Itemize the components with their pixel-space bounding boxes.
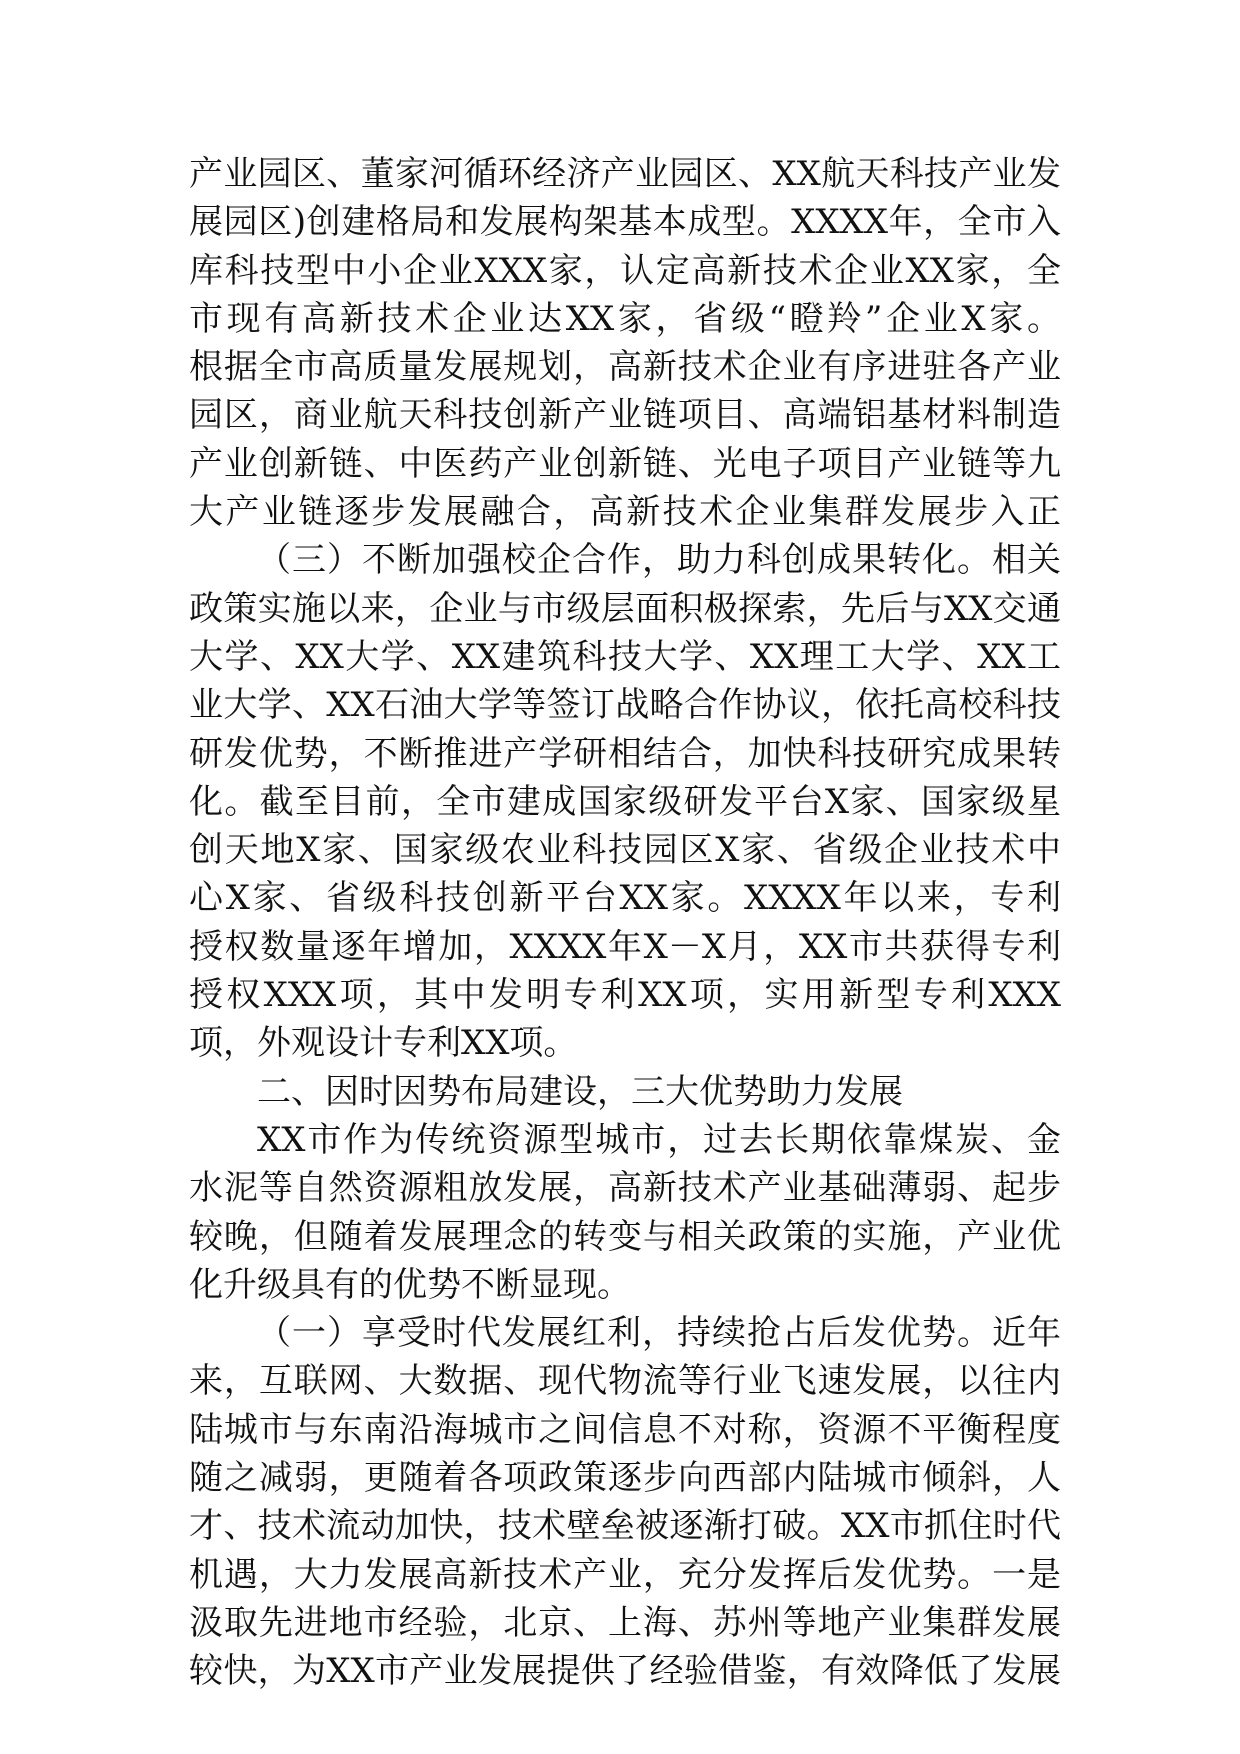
text-line: 随之减弱，更随着各项政策逐步向西部内陆城市倾斜，人 (189, 1458, 1061, 1499)
text-line: 大产业链逐步发展融合，高新技术企业集群发展步入正 (189, 492, 1061, 533)
text-line: 产业园区、董家河循环经济产业园区、XX航天科技产业发 (189, 154, 1061, 194)
text-line: 陆城市与东南沿海城市之间信息不对称，资源不平衡程度 (189, 1409, 1061, 1450)
text-line: 机遇，大力发展高新技术产业，充分发挥后发优势。一是 (189, 1554, 1061, 1595)
text-line: 产业创新链、中医药产业创新链、光电子项目产业链等九 (189, 443, 1061, 484)
text-line: 创天地X家、国家级农业科技园区X家、省级企业技术中 (189, 830, 1061, 871)
text-line: 园区，商业航天科技创新产业链项目、高端铝基材料制造 (189, 395, 1061, 436)
text-line: 授权XXX项，其中发明专利XX项，实用新型专利XXX (189, 975, 1061, 1016)
paragraph-first-line: （一）享受时代发展红利，持续抢占后发优势。近年 (257, 1313, 1061, 1354)
paragraph-first-line: （三）不断加强校企合作，助力科创成果转化。相关 (257, 540, 1061, 581)
text-line: 政策实施以来，企业与市级层面积极探索，先后与XX交通 (189, 588, 1061, 629)
text-line: 来，互联网、大数据、现代物流等行业飞速发展，以往内 (189, 1361, 1061, 1402)
document-body (189, 150, 1061, 1696)
paragraph-first-line: XX市作为传统资源型城市，过去长期依靠煤炭、金 (257, 1119, 1061, 1160)
text-line: 才、技术流动加快，技术壁垒被逐渐打破。XX市抓住时代 (189, 1506, 1061, 1547)
paragraph-last-line: 化升级具有的优势不断显现。 (189, 1264, 631, 1305)
text-line: 汲取先进地市经验，北京、上海、苏州等地产业集群发展 (189, 1602, 1061, 1643)
text-line: 较快，为XX市产业发展提供了经验借鉴，有效降低了发展 (189, 1651, 1061, 1692)
text-line: 库科技型中小企业XXX家，认定高新技术企业XX家，全 (189, 250, 1061, 291)
text-line: 根据全市高质量发展规划，高新技术企业有序进驻各产业 (189, 347, 1061, 388)
paragraph-last-line: 项，外观设计专利XX项。 (189, 1023, 578, 1064)
text-line: 展园区)创建格局和发展构架基本成型。XXXX年，全市入 (189, 202, 1061, 243)
text-line: 心X家、省级科技创新平台XX家。XXXX年以来，专利 (189, 878, 1061, 919)
text-line: 化。截至目前，全市建成国家级研发平台X家、国家级星 (189, 781, 1061, 822)
text-line: 授权数量逐年增加，XXXX年X－X月，XX市共获得专利 (189, 926, 1061, 967)
section-heading: 二、因时因势布局建设，三大优势助力发展 (257, 1071, 903, 1112)
text-line: 业大学、XX石油大学等签订战略合作协议，依托高校科技 (189, 685, 1061, 726)
text-line: 水泥等自然资源粗放发展，高新技术产业基础薄弱、起步 (189, 1168, 1061, 1209)
text-line: 市现有高新技术企业达XX家，省级“瞪羚”企业X家。 (189, 298, 1061, 339)
text-line: 研发优势，不断推进产学研相结合，加快科技研究成果转 (189, 733, 1061, 774)
text-line: 较晚，但随着发展理念的转变与相关政策的实施，产业优 (189, 1216, 1061, 1257)
text-line: 大学、XX大学、XX建筑科技大学、XX理工大学、XX工 (189, 636, 1061, 677)
